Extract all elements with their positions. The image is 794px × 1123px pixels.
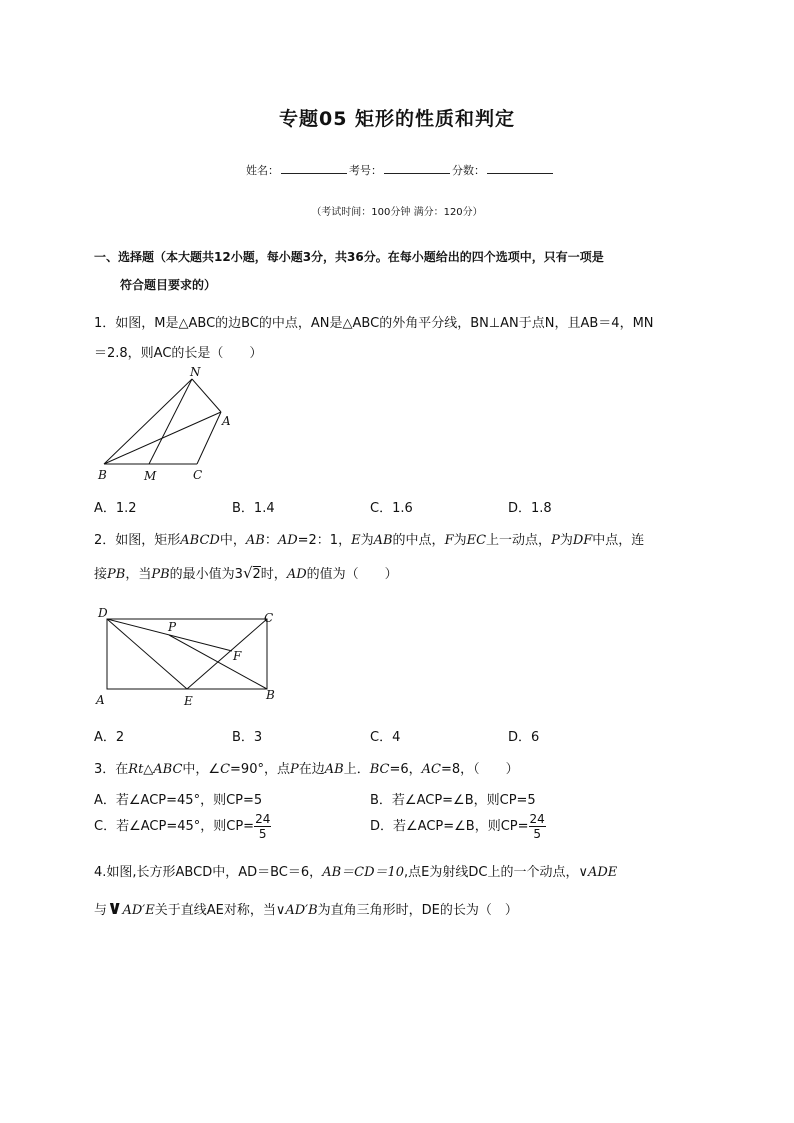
q1-label-B: B bbox=[98, 468, 107, 482]
name-blank[interactable] bbox=[281, 163, 347, 174]
q3-option-d[interactable]: D．若∠ACP=∠B，则CP= $\frac{24}{5}$ bbox=[370, 812, 545, 841]
q1-line1: 1．如图，M是△ABC的边BC的中点，AN是△ABC的外角平分线，BN⊥AN于点N，且AB＝4，MN bbox=[94, 316, 654, 331]
q2-sqrt-expr: 3√2 bbox=[234, 564, 261, 582]
q1-line-AC bbox=[197, 412, 221, 464]
q1-option-c[interactable]: C．1.6 bbox=[370, 501, 413, 516]
q2-line1: 2．如图，矩形ABCD中，AB：AD=2：1，E为AB的中点，F为EC上一动点，P为DF中点，连 bbox=[94, 533, 645, 548]
q2-option-d[interactable]: D．6 bbox=[508, 730, 540, 745]
page-title: 专题05 矩形的性质和判定 bbox=[278, 108, 516, 130]
q1-option-a[interactable]: A．1.2 bbox=[94, 501, 137, 516]
q2-line-EC bbox=[187, 619, 267, 689]
q2-option-c[interactable]: C．4 bbox=[370, 730, 401, 745]
q2-label-E: E bbox=[184, 694, 193, 708]
q1-line-BN bbox=[104, 379, 192, 464]
q4-line1: 4.如图,长方形ABCD中，AD＝BC＝6，AB＝CD＝10,点E为射线DC上的一个动点，∨ADE bbox=[94, 865, 618, 880]
q1-label-N: N bbox=[190, 366, 201, 379]
q3-option-d-fraction: $\frac{24}{5}$ bbox=[529, 812, 545, 841]
section-heading-line1: 一、选择题（本大题共12小题，每小题3分，共36分。在每小题给出的四个选项中，只有一项是 bbox=[94, 250, 604, 264]
q2-line-PB bbox=[169, 635, 267, 689]
q2-rectangle-ABCD bbox=[107, 619, 267, 689]
q3-option-c[interactable]: C．若∠ACP=45°，则CP= $\frac{24}{5}$ bbox=[94, 812, 271, 841]
q1-label-M: M bbox=[144, 469, 157, 483]
q1-option-b[interactable]: B．1.4 bbox=[232, 501, 275, 516]
q2-option-b[interactable]: B．3 bbox=[232, 730, 263, 745]
q2-label-B: B bbox=[266, 688, 275, 702]
q1-line-NA bbox=[192, 379, 221, 412]
q2-label-C: C bbox=[264, 611, 274, 625]
q1-label-A: A bbox=[222, 414, 231, 428]
q2-label-F: F bbox=[233, 649, 242, 663]
q2-label-A: A bbox=[96, 693, 105, 707]
score-blank[interactable] bbox=[487, 163, 553, 174]
q1-figure bbox=[94, 366, 254, 486]
q1-option-d[interactable]: D．1.8 bbox=[508, 501, 552, 516]
id-blank[interactable] bbox=[384, 163, 450, 174]
q4-line2: 与∨AD′E关于直线AE对称，当∨AD′B为直角三角形时，DE的长为（ ） bbox=[94, 897, 518, 919]
q1-line2: ＝2.8，则AC的长是（ ） bbox=[94, 346, 263, 361]
q1-line-MN bbox=[149, 379, 192, 464]
score-label: 分数： bbox=[452, 164, 485, 177]
name-label: 姓名： bbox=[246, 164, 279, 177]
q3-option-a[interactable]: A．若∠ACP=45°，则CP=5 bbox=[94, 793, 263, 808]
q2-label-D: D bbox=[98, 606, 108, 620]
section-heading-line2: 符合题目要求的） bbox=[120, 278, 217, 292]
student-info-row bbox=[246, 162, 555, 178]
q2-option-a[interactable]: A．2 bbox=[94, 730, 125, 745]
q3-option-b[interactable]: B．若∠ACP=∠B，则CP=5 bbox=[370, 793, 536, 808]
q3-line1: 3．在Rt△ABC中，∠C=90°，点P在边AB上．BC=6，AC=8，（ ） bbox=[94, 762, 519, 777]
q2-line2: 接PB，当PB的最小值为3√2时，AD的值为（ ） bbox=[94, 564, 398, 582]
exam-time-note: （考试时间：100分钟 满分：120分） bbox=[311, 207, 483, 218]
id-label: 考号： bbox=[349, 164, 382, 177]
q2-label-P: P bbox=[168, 620, 177, 634]
q2-figure bbox=[94, 602, 284, 710]
q3-option-c-fraction: $\frac{24}{5}$ bbox=[255, 812, 271, 841]
q1-label-C: C bbox=[193, 468, 203, 482]
